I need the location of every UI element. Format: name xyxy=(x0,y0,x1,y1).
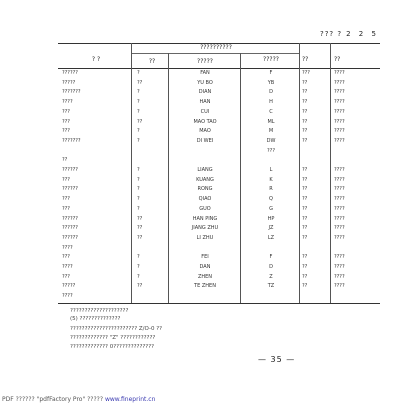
table-cell-pos: ???? xyxy=(334,79,345,86)
table-cell-pos: ???? xyxy=(334,99,345,106)
table-cell-cn: ? xyxy=(137,167,140,173)
table-cell-cn: ? xyxy=(137,176,140,183)
table-cell-pos: ???? xyxy=(334,196,345,203)
pdf-footer xyxy=(2,396,155,403)
table-cell-name: ????? xyxy=(62,79,76,86)
paragraph-line: ????????????? 0?????????????? xyxy=(70,344,155,350)
table-cell-pos: ???? xyxy=(334,176,345,183)
table-cell-sym: DW xyxy=(266,137,276,144)
table-cell-py: DAN xyxy=(199,264,211,270)
table-title-number: 2 2 5 xyxy=(346,30,379,38)
table-cell-sym: K xyxy=(269,176,273,183)
table-cell-py: HAN PING xyxy=(192,215,218,222)
header-typ: ?? xyxy=(302,56,309,63)
table-cell-py: FAN xyxy=(200,70,210,76)
table-cell-name: ??????? xyxy=(62,89,81,96)
footer-link[interactable]: www.fineprint.cn xyxy=(104,396,156,403)
table-cell-typ: ?? xyxy=(302,128,308,135)
page-number: — 35 — xyxy=(258,355,296,364)
table-cell-sym: JZ xyxy=(268,225,274,232)
sub-heading: (5) ?????????????? xyxy=(70,316,121,322)
table-cell-sym: Q xyxy=(269,196,273,203)
table-cell-name: ?????? xyxy=(62,225,78,232)
table-cell-typ: ?? xyxy=(302,196,308,203)
table-cell-cn: ?? xyxy=(137,79,143,86)
table-cell-sym: L xyxy=(269,167,273,173)
table-cell-sym: D xyxy=(269,89,273,96)
table-cell-typ: ?? xyxy=(302,283,308,290)
table-cell-sym: ML xyxy=(267,118,275,125)
table-cell-typ: ??? xyxy=(302,70,310,76)
table-cell-sym: Z xyxy=(269,273,273,280)
data-table xyxy=(58,43,380,304)
table-cell-py: QIAO xyxy=(198,196,212,203)
header-cn: ?? xyxy=(148,58,156,65)
footer-text: PDF ?????? "pdfFactory Pro" ????? xyxy=(2,396,105,403)
table-cell-cn: ? xyxy=(137,186,140,193)
table-cell-typ: ?? xyxy=(302,205,308,212)
table-cell-pos: ???? xyxy=(334,186,345,193)
table-cell-cn: ?? xyxy=(137,215,143,222)
table-cell-sym: R xyxy=(269,186,273,193)
table-cell-name: ?????? xyxy=(62,234,78,241)
table-cell-sym: G xyxy=(269,205,273,212)
table-cell-typ: ?? xyxy=(302,264,308,270)
table-cell-sym: TZ xyxy=(267,283,275,290)
table-cell-cn: ? xyxy=(137,273,140,280)
table-cell-cn: ? xyxy=(137,89,140,96)
table-cell-py: TE ZHEN xyxy=(194,283,216,290)
table-cell-name: ?????? xyxy=(62,167,78,173)
table-cell-typ: ?? xyxy=(302,99,308,106)
table-cell-typ: ?? xyxy=(302,273,308,280)
table-cell-cn: ?? xyxy=(137,225,143,232)
table-cell-py: LI ZHU xyxy=(196,234,214,241)
table-cell-cn: ? xyxy=(137,205,140,212)
table-cell-pos: ???? xyxy=(334,118,345,125)
table-cell-typ: ?? xyxy=(302,234,308,241)
table-cell-typ: ?? xyxy=(302,254,308,261)
table-cell-typ: ?? xyxy=(302,176,308,183)
table-cell-cn: ? xyxy=(137,137,140,144)
table-cell-cn: ?? xyxy=(137,118,143,125)
table-cell-sym: ??? xyxy=(267,147,275,154)
table-cell-py: RONG xyxy=(197,186,213,193)
header-group: ?????????? xyxy=(200,44,232,51)
table-cell-cn: ? xyxy=(137,254,140,261)
table-cell-cn: ? xyxy=(137,99,140,106)
table-cell-typ: ?? xyxy=(302,108,308,115)
table-cell-py: LIANG xyxy=(197,167,213,173)
table-cell-name: ???? xyxy=(62,264,73,270)
table-cell-name: ??? xyxy=(62,118,70,125)
table-cell-sym: HP xyxy=(267,215,275,222)
table-cell-name: ?????? xyxy=(62,70,78,76)
header-sym: ????? xyxy=(263,56,279,63)
table-cell-sym: F xyxy=(269,70,273,76)
table-cell-pos: ???? xyxy=(334,234,345,241)
table-cell-cn: ? xyxy=(137,264,140,270)
table-cell-pos: ???? xyxy=(334,205,345,212)
table-cell-sym: H xyxy=(269,99,273,106)
table-cell-pos: ???? xyxy=(334,273,345,280)
table-cell-sym: F xyxy=(269,254,273,261)
table-cell-sym: M xyxy=(268,128,274,135)
table-cell-name: ?????? xyxy=(62,186,78,193)
table-cell-typ: ?? xyxy=(302,167,308,173)
table-cell-name: ????? xyxy=(62,283,76,290)
table-cell-pos: ???? xyxy=(334,167,345,173)
table-cell-py: ZHEN xyxy=(197,273,213,280)
header-name: ? ? xyxy=(91,56,101,63)
table-cell-typ: ?? xyxy=(302,215,308,222)
table-cell-pos: ???? xyxy=(334,128,345,135)
table-cell-py: JIANG ZHU xyxy=(191,225,219,232)
header-py: ????? xyxy=(197,58,213,65)
table-cell-pos: ???? xyxy=(334,70,345,76)
table-title xyxy=(320,30,379,38)
table-cell-py: CUI xyxy=(200,108,210,115)
table-cell-pos: ???? xyxy=(334,225,345,232)
table-cell-pos: ???? xyxy=(334,264,345,270)
table-cell-name: ??? xyxy=(62,196,70,203)
table-cell-typ: ?? xyxy=(302,89,308,96)
table-cell-cn: ? xyxy=(137,128,140,135)
table-cell-sym: D xyxy=(269,264,273,270)
table-cell-cn: ? xyxy=(137,196,140,203)
table-cell-typ: ?? xyxy=(302,79,308,86)
table-cell-cn: ? xyxy=(137,70,140,76)
table-cell-name: ??? xyxy=(62,273,70,280)
table-cell-py: GUO xyxy=(199,205,211,212)
table-cell-typ: ?? xyxy=(302,186,308,193)
table-cell-py: DIAN xyxy=(198,89,212,96)
table-cell-cn: ? xyxy=(137,108,140,115)
table-cell-cn: ?? xyxy=(137,283,143,290)
table-cell-name: ??? xyxy=(62,128,70,135)
table-cell-py: FEI xyxy=(201,254,209,261)
table-cell-py: MAO TAO xyxy=(193,118,217,125)
table-cell-py: HAN xyxy=(199,99,211,106)
table-cell-name: ??????? xyxy=(62,137,81,144)
table-cell-pos: ???? xyxy=(334,215,345,222)
table-cell-sym: YB xyxy=(267,79,275,86)
table-cell-name: ?????? xyxy=(62,215,78,222)
table-cell-name: ???? xyxy=(62,99,73,106)
paragraph-line: ????????????? "Z" ???????????? xyxy=(70,335,156,341)
table-cell-typ: ?? xyxy=(302,118,308,125)
table-cell-cn: ?? xyxy=(137,234,143,241)
paragraph-line: ??????????????????????? Z/O-0 ?? xyxy=(70,326,163,332)
table-cell-pos: ???? xyxy=(334,137,345,144)
table-cell-pos: ???? xyxy=(334,254,345,261)
table-cell-pos: ???? xyxy=(334,283,345,290)
table-title-label: ??? ? xyxy=(320,30,343,38)
table-cell-name: ??? xyxy=(62,108,70,115)
table-cell-name: ???? xyxy=(62,244,73,251)
table-cell-name: ???? xyxy=(62,293,73,300)
table-cell-py: YU BO xyxy=(197,79,213,86)
table-cell-py: MAO xyxy=(199,128,211,135)
table-cell-py: DI WEI xyxy=(196,137,214,144)
table-cell-typ: ?? xyxy=(302,137,308,144)
table-cell-pos: ???? xyxy=(334,89,345,96)
table-cell-typ: ?? xyxy=(302,225,308,232)
table-cell-name: ?? xyxy=(62,157,68,164)
table-cell-py: KUANG xyxy=(196,176,214,183)
table-cell-pos: ???? xyxy=(334,108,345,115)
table-cell-name: ??? xyxy=(62,176,70,183)
table-note: ???????????????????? xyxy=(70,308,129,314)
header-pos: ?? xyxy=(334,56,341,63)
table-cell-name: ??? xyxy=(62,254,70,261)
table-cell-name: ??? xyxy=(62,205,70,212)
table-cell-sym: C xyxy=(269,108,273,115)
table-cell-sym: LZ xyxy=(267,234,275,241)
